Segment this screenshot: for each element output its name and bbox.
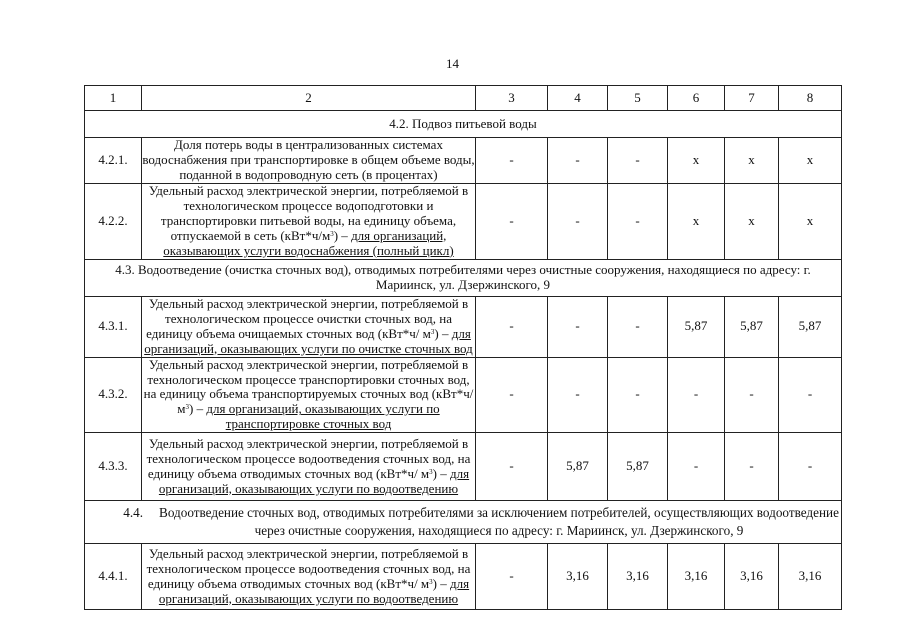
header-cell: 5 <box>608 86 668 111</box>
description-text: Удельный расход электрической энергии, потребляемой в технологическом процессе очистки сточных вод, на единицу объема очищаемых сточных вод (кВт*ч/ м <box>146 296 469 341</box>
row-description <box>142 183 476 259</box>
value-cell: х <box>725 183 779 259</box>
value-cell: 3,16 <box>779 544 842 610</box>
header-row <box>85 86 842 111</box>
row-number: 4.3.3. <box>85 433 142 501</box>
table-row <box>85 138 842 184</box>
description-text: ) – <box>432 575 451 591</box>
value-cell: - <box>608 138 668 184</box>
value-cell: х <box>779 183 842 259</box>
value-cell: - <box>779 433 842 501</box>
indicators-table <box>84 85 842 610</box>
header-cell: 3 <box>476 86 548 111</box>
superscript: 3 <box>330 229 334 238</box>
description-underlined: для организаций, оказывающих услуги по очистке сточных вод <box>144 325 473 356</box>
value-cell: - <box>608 296 668 357</box>
section-row <box>85 259 842 296</box>
section-text: Водоотведение сточных вод, отводимых потребителями за исключением потребителей, осуществляющих водоотведение через очистные сооружения, находящиеся по адресу: г. Мариинск, ул. Дзержинского, 9 <box>159 505 839 539</box>
page-number: 14 <box>446 56 459 71</box>
value-cell: - <box>476 138 548 184</box>
header-cell: 8 <box>779 86 842 111</box>
row-description: Доля потерь воды в централизованных системах водоснабжения при транспортировке в общем объеме воды, поданной в водопроводную сеть (в процентах) <box>142 137 475 182</box>
description-underlined: для организаций, оказывающих услуги по транспортировке сточных вод <box>206 401 440 432</box>
value-cell: - <box>548 357 608 433</box>
value-cell: 3,16 <box>608 544 668 610</box>
table-row <box>85 296 842 357</box>
value-cell: - <box>476 544 548 610</box>
value-cell: х <box>725 138 779 184</box>
row-description <box>142 357 476 433</box>
row-number: 4.2.2. <box>85 183 142 259</box>
table-row <box>85 544 842 610</box>
description-text: Удельный расход электрической энергии, потребляемой в технологическом процессе водоподготовки и транспортировки питьевой воды, на единицу объема, отпускаемой в сеть (кВт*ч/м <box>148 183 469 243</box>
value-cell: х <box>779 138 842 184</box>
header-cell: 6 <box>668 86 725 111</box>
header-cell: 1 <box>85 86 142 111</box>
row-number: 4.3.2. <box>85 357 142 433</box>
value-cell: - <box>668 357 725 433</box>
header-cell: 7 <box>725 86 779 111</box>
row-number: 4.2.1. <box>85 138 142 184</box>
description-text: ) – <box>432 465 451 481</box>
row-description <box>142 296 476 357</box>
table-row <box>85 183 842 259</box>
value-cell: - <box>476 183 548 259</box>
row-number: 4.3.1. <box>85 296 142 357</box>
value-cell: - <box>725 357 779 433</box>
superscript: 3 <box>429 467 433 476</box>
section-row <box>85 111 842 138</box>
section-heading-4-2: 4.2. Подвоз питьевой воды <box>85 111 842 138</box>
section-heading-layout <box>85 504 841 540</box>
row-description <box>142 433 476 501</box>
value-cell: - <box>548 183 608 259</box>
superscript: 3 <box>429 577 433 586</box>
value-cell: 3,16 <box>725 544 779 610</box>
superscript: 3 <box>430 327 435 336</box>
value-cell: 5,87 <box>548 433 608 501</box>
section-heading-4-4 <box>85 501 842 544</box>
value-cell: - <box>476 433 548 501</box>
description-text: Удельный расход электрической энергии, потребляемой в технологическом процессе транспортировки сточных вод, на единицу объема транспортируемых сточных вод (кВт*ч/ м <box>143 357 474 417</box>
section-heading-4-3: 4.3. Водоотведение (очистка сточных вод), отводимых потребителями через очистные сооружения, находящиеся по адресу: г. Мариинск, ул. Дзержинского, 9 <box>85 259 842 296</box>
description-underlined: для организаций, оказывающих услуги водоснабжения (полный цикл) <box>163 227 454 258</box>
value-cell: 5,87 <box>725 296 779 357</box>
superscript: 3 <box>185 403 190 412</box>
value-cell: х <box>668 138 725 184</box>
row-description <box>142 544 476 610</box>
value-cell: - <box>548 296 608 357</box>
description-text: ) – <box>333 227 352 243</box>
value-cell: - <box>476 357 548 433</box>
value-cell: - <box>476 296 548 357</box>
value-cell: 5,87 <box>779 296 842 357</box>
value-cell: - <box>725 433 779 501</box>
value-cell: - <box>779 357 842 433</box>
description-text: Удельный расход электрической энергии, потребляемой в технологическом процессе водоотведения сточных вод, на единицу объема отводимых сточных вод (кВт*ч/ м <box>146 435 471 481</box>
section-row <box>85 501 842 544</box>
description-text: Удельный расход электрической энергии, потребляемой в технологическом процессе водоотведения сточных вод, на единицу объема отводимых сточных вод (кВт*ч/ м <box>146 545 471 591</box>
value-cell: - <box>548 138 608 184</box>
value-cell: х <box>668 183 725 259</box>
value-cell: 3,16 <box>548 544 608 610</box>
description-text: ) – <box>189 401 207 417</box>
value-cell: 5,87 <box>608 433 668 501</box>
section-number: 4.4. <box>123 505 143 521</box>
row-number: 4.4.1. <box>85 544 142 610</box>
value-cell: - <box>608 357 668 433</box>
value-cell: - <box>668 433 725 501</box>
header-cell: 4 <box>548 86 608 111</box>
table-row <box>85 433 842 501</box>
description-text: ) – <box>434 325 452 341</box>
value-cell: - <box>608 183 668 259</box>
value-cell: 3,16 <box>668 544 725 610</box>
description-underlined: для организаций, оказывающих услуги по водоотведению <box>158 465 470 496</box>
header-cell: 2 <box>142 86 476 111</box>
table-row <box>85 357 842 433</box>
value-cell: 5,87 <box>668 296 725 357</box>
description-underlined: для организаций, оказывающих услуги по водоотведению <box>158 575 470 606</box>
